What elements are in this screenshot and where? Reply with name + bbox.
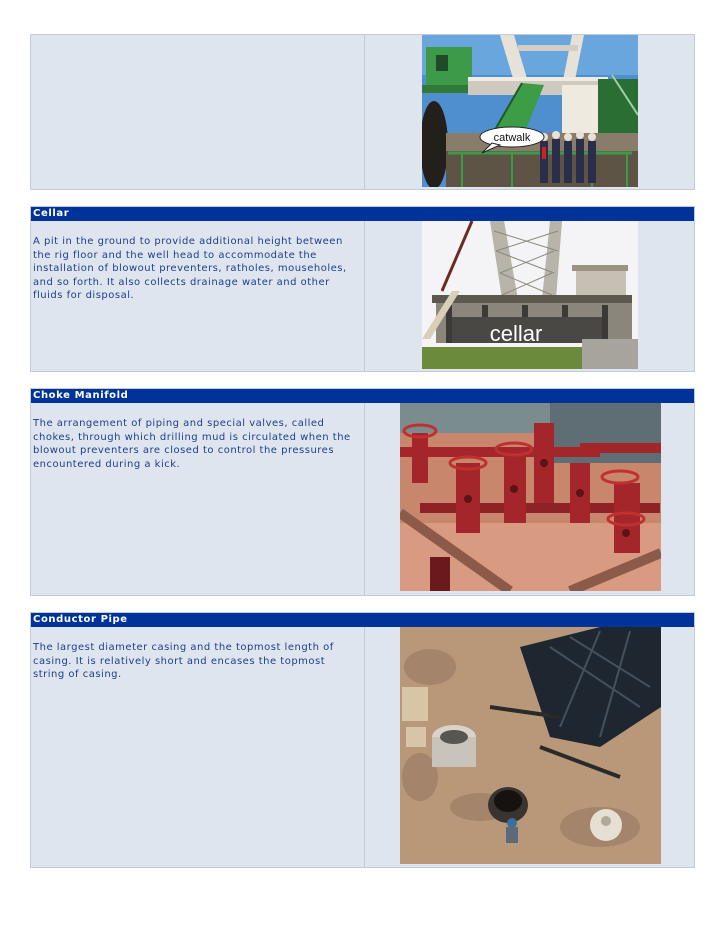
conductor-pipe-photo <box>400 627 661 864</box>
image-cell <box>365 403 694 595</box>
definition-cell <box>31 221 365 371</box>
entry-body <box>31 627 694 867</box>
choke-manifold-photo <box>400 403 661 591</box>
image-cell <box>365 221 694 371</box>
term-heading: Cellar <box>31 207 694 221</box>
glossary-entry-conductor-pipe <box>30 612 695 868</box>
catwalk-photo <box>422 35 638 187</box>
entry-body <box>31 35 694 189</box>
entry-body <box>31 403 694 595</box>
definition-text <box>31 35 364 49</box>
image-cell <box>365 627 694 867</box>
definition-cell <box>31 403 365 595</box>
definition-text: The largest diameter casing and the topmost length of casing. It is relatively short and encases the topmost string of casing. <box>33 642 334 681</box>
glossary-entry-choke-manifold <box>30 388 695 596</box>
definition-text: The arrangement of piping and special valves, called chokes, through which drilling mud is circulated when the blowout preventers are closed to control the pressures encountered during a kick. <box>33 418 351 470</box>
cellar-caption: cellar <box>489 321 543 346</box>
definition-cell <box>31 35 365 189</box>
entry-body <box>31 221 694 371</box>
glossary-entry-catwalk <box>30 34 695 190</box>
term-heading: Choke Manifold <box>31 389 694 403</box>
term-heading: Conductor Pipe <box>31 613 694 627</box>
cellar-photo <box>422 221 638 369</box>
definition-cell <box>31 627 365 867</box>
definition-text: A pit in the ground to provide additional height between the rig floor and the well head to accommodate the installation of blowout preventers, ratholes, mouseholes, and so forth. It also collects drainage water and other fluids for disposal. <box>33 236 347 302</box>
image-cell <box>365 35 694 189</box>
glossary-entry-cellar <box>30 206 695 372</box>
catwalk-caption: catwalk <box>493 132 531 144</box>
